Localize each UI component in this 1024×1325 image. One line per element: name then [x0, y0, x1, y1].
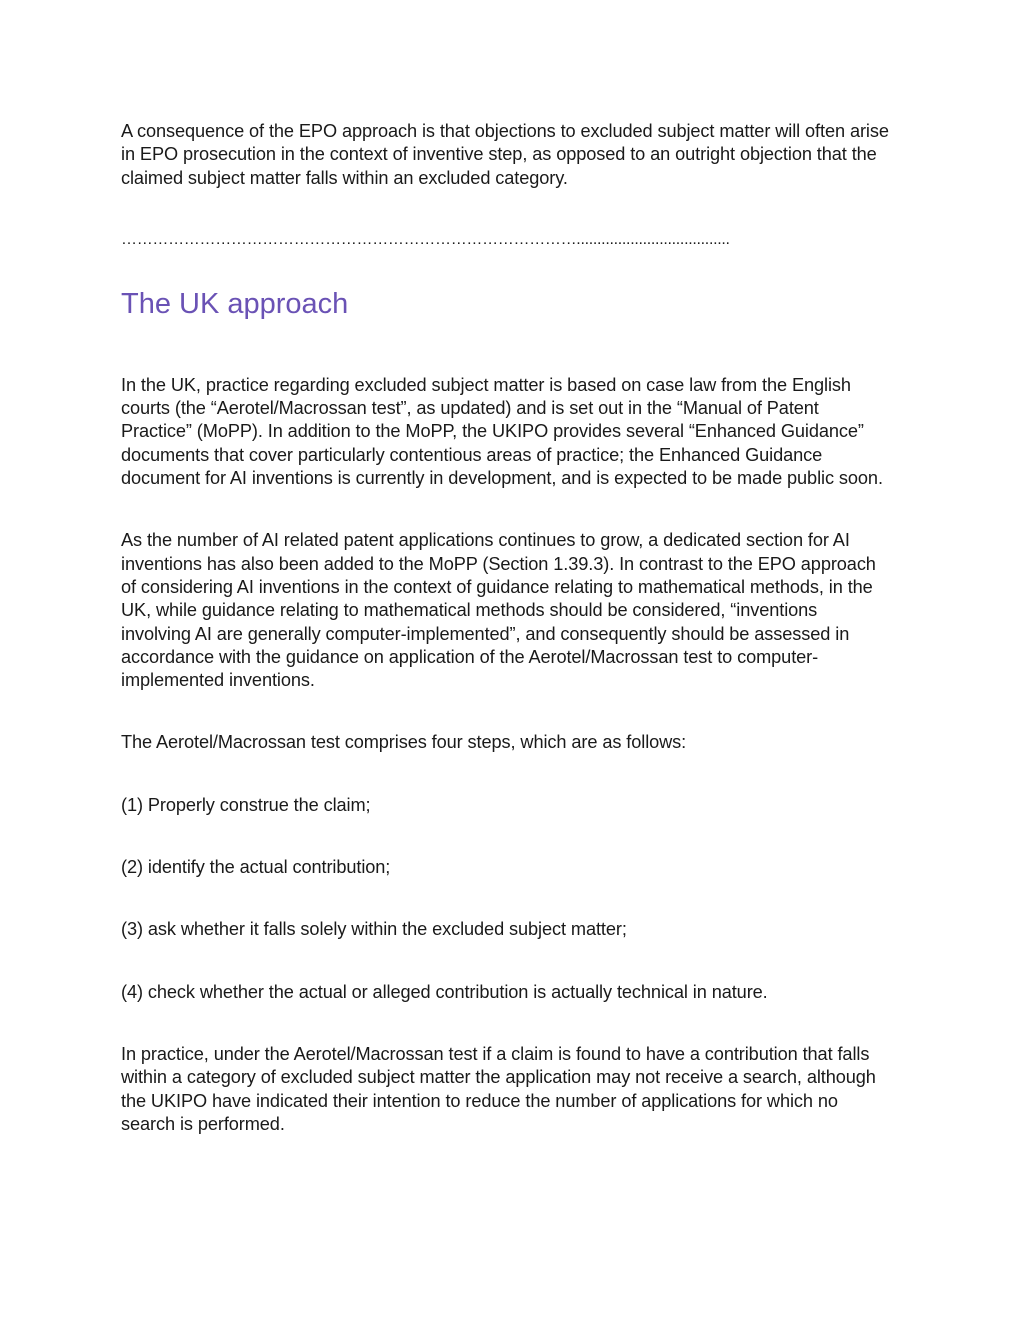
step-item: (3) ask whether it falls solely within the excluded subject matter; — [121, 919, 627, 940]
body-paragraph: As the number of AI related patent applications continues to grow, a dedicated section for AI inventions has also been added to the MoPP (Section 1.39.3). In contrast to the EPO approach of considering AI inventions in the context of guidance relating to mathematical methods, in the UK, while guidance relating to mathematical methods should be considered, “inventions involving AI are generally computer-implemented”, and consequently should be assessed in accordance with the guidance on application of the Aerotel/Macrossan test to computer-implemented inventions. — [121, 530, 876, 691]
step-item: (4) check whether the actual or alleged contribution is actually technical in nature. — [121, 981, 768, 1002]
intro-paragraph: A consequence of the EPO approach is that objections to excluded subject matter will often arise in EPO prosecution in the context of inventive step, as opposed to an outright objection that the claimed subject matter falls within an excluded category. — [121, 121, 889, 188]
dotted-divider: ……………………………………………………………………………..................................... — [121, 230, 730, 248]
step-item: (2) identify the actual contribution; — [121, 857, 391, 878]
body-paragraph: The Aerotel/Macrossan test comprises four steps, which are as follows: — [121, 732, 687, 753]
closing-paragraph: In practice, under the Aerotel/Macrossan test if a claim is found to have a contribution that falls within a category of excluded subject matter the application may not receive a search, although the UKIPO have indicated their intention to reduce the number of applications for which no search is performed. — [121, 1043, 876, 1134]
body-paragraph: In the UK, practice regarding excluded subject matter is based on case law from the English courts (the “Aerotel/Macrossan test”, as updated) and is set out in the “Manual of Patent Practice” (MoPP). In addition to the MoPP, the UKIPO provides several “Enhanced Guidance” documents that cover particularly contentious areas of practice; the Enhanced Guidance document for AI inventions is currently in development, and is expected to be made public soon. — [121, 374, 883, 489]
document-page — [121, 120, 891, 1136]
step-item: (1) Properly construe the claim; — [121, 794, 371, 815]
section-heading: The UK approach — [121, 287, 349, 320]
